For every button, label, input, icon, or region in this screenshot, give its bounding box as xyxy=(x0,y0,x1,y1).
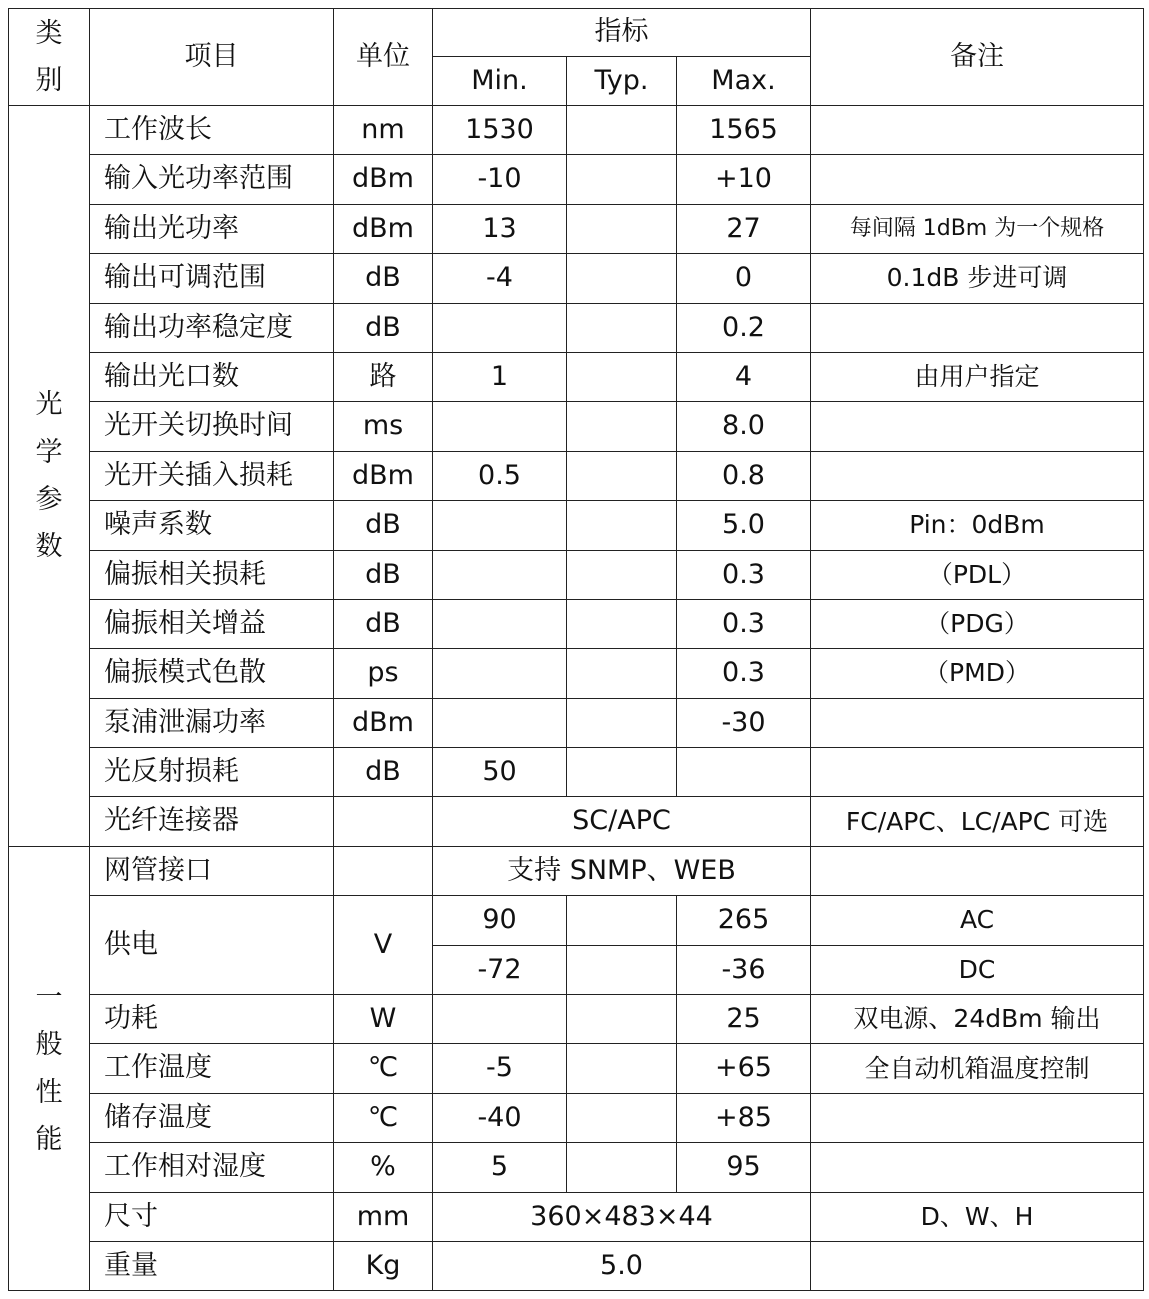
cell-typ xyxy=(567,451,677,500)
cell-unit: dBm xyxy=(334,204,433,253)
cell-typ xyxy=(567,550,677,599)
table-row xyxy=(9,550,1144,599)
cell-min: -5 xyxy=(433,1044,567,1093)
table-row xyxy=(9,254,1144,303)
category-optical: 光 学 参 数 xyxy=(9,106,90,847)
table-row xyxy=(9,204,1144,253)
cell-typ xyxy=(567,501,677,550)
cell-note xyxy=(811,106,1144,155)
cell-merged-spec: 5.0 xyxy=(433,1241,811,1290)
category-general: 一 般 性 能 xyxy=(9,846,90,1291)
cell-note: D、W、H xyxy=(811,1192,1144,1241)
table-row xyxy=(9,846,1144,895)
cell-unit: W xyxy=(334,995,433,1044)
cell-max: 1565 xyxy=(677,106,811,155)
cell-max: 4 xyxy=(677,352,811,401)
cell-max: 95 xyxy=(677,1143,811,1192)
cell-unit: dBm xyxy=(334,155,433,204)
cell-item: 网管接口 xyxy=(90,846,334,895)
cell-max: 0.2 xyxy=(677,303,811,352)
cell-merged-spec: 360×483×44 xyxy=(433,1192,811,1241)
table-row xyxy=(9,698,1144,747)
cell-item: 输出可调范围 xyxy=(90,254,334,303)
cell-min: 50 xyxy=(433,748,567,797)
cell-max: 25 xyxy=(677,995,811,1044)
cell-max: 8.0 xyxy=(677,402,811,451)
cell-item: 光开关插入损耗 xyxy=(90,451,334,500)
cell-max: 0.3 xyxy=(677,550,811,599)
cell-min xyxy=(433,550,567,599)
cell-unit: dB xyxy=(334,254,433,303)
cell-max: 27 xyxy=(677,204,811,253)
cell-item: 光反射损耗 xyxy=(90,748,334,797)
cell-item: 尺寸 xyxy=(90,1192,334,1241)
cell-unit: dBm xyxy=(334,698,433,747)
cell-typ xyxy=(567,106,677,155)
cell-item: 工作相对湿度 xyxy=(90,1143,334,1192)
cell-min: 13 xyxy=(433,204,567,253)
cell-unit: nm xyxy=(334,106,433,155)
cell-note xyxy=(811,155,1144,204)
cell-note xyxy=(811,748,1144,797)
cell-typ xyxy=(567,402,677,451)
cell-max: 0.3 xyxy=(677,649,811,698)
cell-note: AC xyxy=(811,896,1144,945)
cell-typ xyxy=(567,1143,677,1192)
table-row xyxy=(9,106,1144,155)
cell-min xyxy=(433,599,567,648)
cell-note: 双电源、24dBm 输出 xyxy=(811,995,1144,1044)
cell-min: 5 xyxy=(433,1143,567,1192)
header-min: Min. xyxy=(433,57,567,106)
cell-item: 输出功率稳定度 xyxy=(90,303,334,352)
header-note: 备注 xyxy=(811,9,1144,106)
cell-item: 工作波长 xyxy=(90,106,334,155)
header-spec: 指标 xyxy=(433,9,811,57)
cell-max: 5.0 xyxy=(677,501,811,550)
cell-note xyxy=(811,451,1144,500)
cell-typ xyxy=(567,599,677,648)
cell-item: 偏振相关增益 xyxy=(90,599,334,648)
cell-unit: ℃ xyxy=(334,1093,433,1142)
cell-typ xyxy=(567,896,677,945)
cell-unit: % xyxy=(334,1143,433,1192)
cell-item: 重量 xyxy=(90,1241,334,1290)
cell-max: +85 xyxy=(677,1093,811,1142)
cell-min: -72 xyxy=(433,945,567,994)
cell-unit: ps xyxy=(334,649,433,698)
cell-note xyxy=(811,1143,1144,1192)
header-category: 类 别 xyxy=(9,9,90,106)
table-row xyxy=(9,155,1144,204)
cell-max: 0.8 xyxy=(677,451,811,500)
cell-max: -30 xyxy=(677,698,811,747)
table-row xyxy=(9,1241,1144,1290)
cell-typ xyxy=(567,945,677,994)
table-row xyxy=(9,402,1144,451)
cell-unit: dBm xyxy=(334,451,433,500)
cell-max: -36 xyxy=(677,945,811,994)
cell-item: 供电 xyxy=(90,896,334,995)
header-max: Max. xyxy=(677,57,811,106)
cell-item: 输出光口数 xyxy=(90,352,334,401)
cell-typ xyxy=(567,1093,677,1142)
cell-max: 0 xyxy=(677,254,811,303)
table-row xyxy=(9,995,1144,1044)
cell-item: 输入光功率范围 xyxy=(90,155,334,204)
cell-item: 偏振模式色散 xyxy=(90,649,334,698)
table-row xyxy=(9,303,1144,352)
cell-max: +10 xyxy=(677,155,811,204)
cell-typ xyxy=(567,748,677,797)
header-typ: Typ. xyxy=(567,57,677,106)
cell-min: 1530 xyxy=(433,106,567,155)
table-row xyxy=(9,1192,1144,1241)
cell-note xyxy=(811,1093,1144,1142)
cell-item: 储存温度 xyxy=(90,1093,334,1142)
table-row xyxy=(9,896,1144,945)
cell-max xyxy=(677,748,811,797)
cell-unit: dB xyxy=(334,501,433,550)
cell-note xyxy=(811,846,1144,895)
cell-note: 0.1dB 步进可调 xyxy=(811,254,1144,303)
table-row xyxy=(9,352,1144,401)
cell-unit: ℃ xyxy=(334,1044,433,1093)
cell-typ xyxy=(567,1044,677,1093)
table-row xyxy=(9,599,1144,648)
spec-table xyxy=(8,8,1144,1291)
cell-min xyxy=(433,501,567,550)
cell-merged-spec: 支持 SNMP、WEB xyxy=(433,846,811,895)
cell-min xyxy=(433,303,567,352)
cell-min xyxy=(433,698,567,747)
cell-item: 噪声系数 xyxy=(90,501,334,550)
cell-typ xyxy=(567,995,677,1044)
header-unit: 单位 xyxy=(334,9,433,106)
cell-min xyxy=(433,995,567,1044)
cell-min: 1 xyxy=(433,352,567,401)
table-row xyxy=(9,501,1144,550)
cell-unit xyxy=(334,846,433,895)
cell-item: 工作温度 xyxy=(90,1044,334,1093)
table-row xyxy=(9,1093,1144,1142)
cell-item: 功耗 xyxy=(90,995,334,1044)
cell-unit: dB xyxy=(334,550,433,599)
cell-unit: Kg xyxy=(334,1241,433,1290)
cell-unit: mm xyxy=(334,1192,433,1241)
cell-item: 输出光功率 xyxy=(90,204,334,253)
cell-typ xyxy=(567,649,677,698)
table-row xyxy=(9,451,1144,500)
table-row xyxy=(9,1143,1144,1192)
cell-item: 光纤连接器 xyxy=(90,797,334,846)
cell-min: 90 xyxy=(433,896,567,945)
cell-note: （PDG） xyxy=(811,599,1144,648)
cell-note: FC/APC、LC/APC 可选 xyxy=(811,797,1144,846)
header-row-1 xyxy=(9,9,1144,57)
cell-note: （PDL） xyxy=(811,550,1144,599)
header-item: 项目 xyxy=(90,9,334,106)
cell-note xyxy=(811,303,1144,352)
cell-max: 0.3 xyxy=(677,599,811,648)
cell-unit: 路 xyxy=(334,352,433,401)
cell-max: +65 xyxy=(677,1044,811,1093)
cell-min: -10 xyxy=(433,155,567,204)
cell-unit: dB xyxy=(334,748,433,797)
cell-unit xyxy=(334,797,433,846)
cell-unit: dB xyxy=(334,303,433,352)
cell-merged-spec: SC/APC xyxy=(433,797,811,846)
cell-typ xyxy=(567,155,677,204)
cell-min: -40 xyxy=(433,1093,567,1142)
table-row xyxy=(9,748,1144,797)
cell-min: -4 xyxy=(433,254,567,303)
cell-note: Pin：0dBm xyxy=(811,501,1144,550)
cell-note xyxy=(811,698,1144,747)
cell-item: 偏振相关损耗 xyxy=(90,550,334,599)
table-row xyxy=(9,1044,1144,1093)
cell-unit: V xyxy=(334,896,433,995)
cell-typ xyxy=(567,254,677,303)
cell-min xyxy=(433,649,567,698)
cell-max: 265 xyxy=(677,896,811,945)
cell-typ xyxy=(567,698,677,747)
cell-item: 光开关切换时间 xyxy=(90,402,334,451)
cell-item: 泵浦泄漏功率 xyxy=(90,698,334,747)
cell-min xyxy=(433,402,567,451)
cell-note: 全自动机箱温度控制 xyxy=(811,1044,1144,1093)
cell-typ xyxy=(567,303,677,352)
table-row xyxy=(9,649,1144,698)
cell-note: 由用户指定 xyxy=(811,352,1144,401)
cell-min: 0.5 xyxy=(433,451,567,500)
cell-note: DC xyxy=(811,945,1144,994)
cell-note xyxy=(811,402,1144,451)
cell-note: 每间隔 1dBm 为一个规格 xyxy=(811,204,1144,253)
cell-note xyxy=(811,1241,1144,1290)
cell-typ xyxy=(567,352,677,401)
cell-note: （PMD） xyxy=(811,649,1144,698)
cell-unit: dB xyxy=(334,599,433,648)
cell-typ xyxy=(567,204,677,253)
cell-unit: ms xyxy=(334,402,433,451)
table-row xyxy=(9,797,1144,846)
